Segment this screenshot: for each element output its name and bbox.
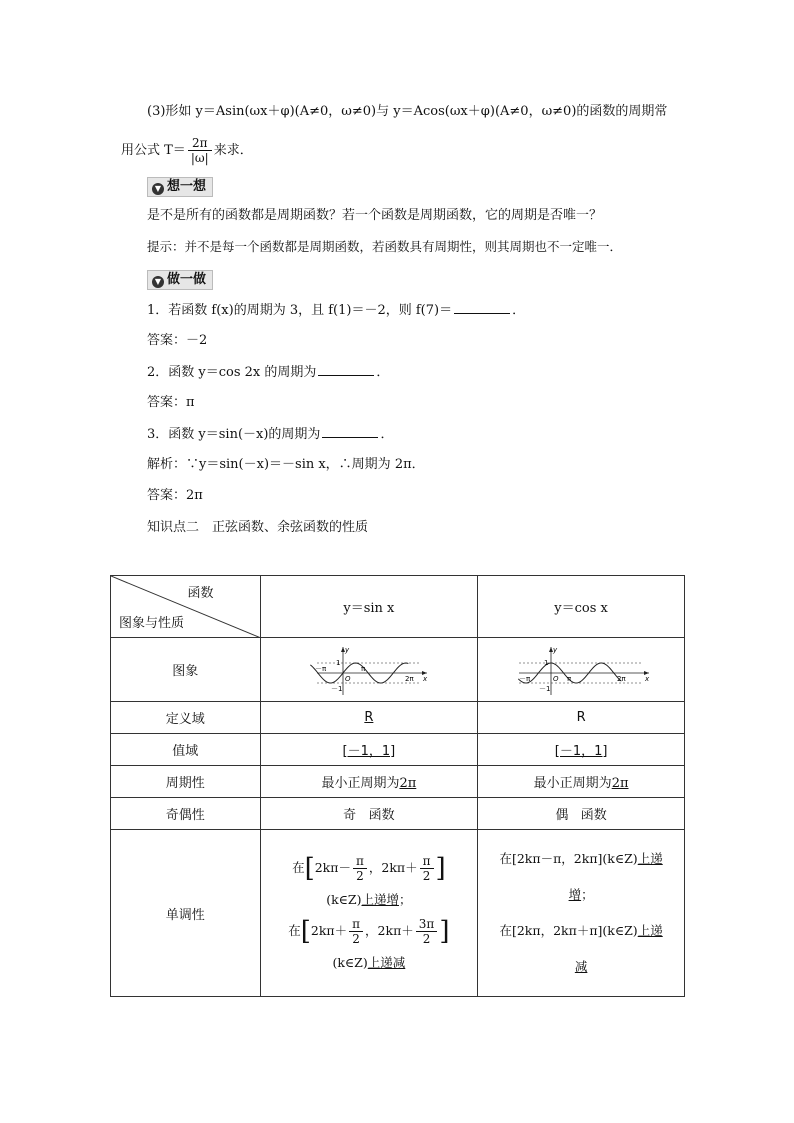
bracket-right: ]	[435, 853, 446, 884]
header-cos: y＝cos x	[478, 576, 685, 638]
cos-inc-2	[478, 877, 684, 913]
cos-one-label: 1	[544, 658, 549, 667]
sin-period-label: 最小正周期为	[321, 776, 400, 791]
q2-answer-blank	[318, 363, 374, 376]
cos-origin-label: O	[553, 674, 559, 683]
bracket-right: ]	[439, 916, 450, 947]
sin-monotonic	[260, 830, 478, 997]
header-diagonal-cell	[111, 576, 261, 638]
cos-domain	[478, 702, 685, 734]
q3-end: ．	[380, 427, 394, 442]
cos-period	[478, 766, 685, 798]
fraction-numerator: 2π	[188, 136, 212, 151]
q1-answer-blank	[454, 301, 510, 314]
row-label-range: 值域	[111, 734, 261, 766]
bracket-left: [	[300, 916, 311, 947]
pi-over-two	[349, 917, 363, 946]
sin-x-label: x	[422, 674, 428, 683]
cos-dec-word-a: 上递	[637, 923, 663, 938]
chevron-down-icon: ▼	[152, 276, 164, 288]
sin-inc-left: 2kπ－	[314, 860, 351, 875]
header-function-label: 函数	[187, 586, 214, 601]
row-label-domain: 定义域	[111, 702, 261, 734]
sin-dec-mid: ，2kπ＋	[365, 923, 414, 938]
pi-over-two	[420, 854, 434, 883]
cos-x-label: x	[645, 674, 650, 683]
cos-period-label: 最小正周期为	[533, 776, 612, 791]
sin-neg-pi-label: －π	[314, 664, 327, 673]
sin-origin-label: O	[344, 674, 351, 683]
frac-num: 3π	[416, 917, 438, 932]
row-label-period: 周期性	[111, 766, 261, 798]
q2-text: 2．函数 y＝cos 2x 的周期为	[147, 365, 317, 380]
header-property-label: 图象与性质	[119, 616, 185, 631]
sin-dec-cond	[261, 954, 478, 972]
sin-range	[260, 734, 478, 766]
cos-neg-one-label: －1	[539, 684, 551, 693]
sin-inc-semi: ；	[399, 892, 412, 907]
period-formula-fraction	[188, 136, 212, 165]
table-row-parity	[111, 798, 685, 830]
sin-inc-mid: ，2kπ＋	[368, 860, 418, 875]
cos-inc-semi: ；	[581, 887, 594, 902]
sin-graph-cell	[260, 638, 478, 702]
q1-end: ．	[512, 303, 526, 318]
cos-dec-word-b: 减	[574, 959, 588, 974]
intro-line-2-text: 用公式 T＝	[121, 143, 186, 158]
cos-inc-word-b: 增	[568, 887, 582, 902]
cos-dec-2	[478, 949, 684, 985]
sin-period-value: 2π	[399, 776, 417, 791]
frac-den: 2	[422, 869, 431, 883]
practice-a2: 答案：π	[147, 395, 195, 410]
cos-period-value: 2π	[611, 776, 629, 791]
cos-range	[478, 734, 685, 766]
practice-q3	[147, 425, 393, 444]
q1-text: 1．若函数 f(x)的周期为 3，且 f(1)＝－2，则 f(7)＝	[147, 303, 453, 318]
sin-range-value: [－1，1]	[342, 744, 396, 759]
sin-dec-left-text: 2kπ＋	[310, 923, 348, 938]
frac-den: 2	[356, 869, 364, 883]
think-tag	[147, 177, 213, 197]
practice-q1	[147, 301, 525, 320]
cos-parity-suffix: 函数	[580, 808, 607, 823]
sin-graph	[309, 643, 429, 697]
cos-pi-label: π	[567, 674, 572, 683]
cos-graph-cell	[478, 638, 685, 702]
q3-answer-blank	[322, 425, 378, 438]
table-row-period	[111, 766, 685, 798]
table-row-graph	[111, 638, 685, 702]
table-header-row	[111, 576, 685, 638]
sin-dec-prefix: 在	[288, 923, 301, 938]
cos-inc	[478, 841, 684, 877]
cos-dec-text: 在[2kπ，2kπ＋π](k∈Z)	[499, 923, 638, 938]
q3-text: 3．函数 y＝sin(－x)的周期为	[147, 427, 321, 442]
cos-parity-word: 偶	[555, 808, 569, 823]
row-label-graph: 图象	[111, 638, 261, 702]
row-label-parity: 奇偶性	[111, 798, 261, 830]
fraction-denominator: |ω|	[190, 151, 209, 165]
cos-dec	[478, 913, 684, 949]
cos-graph	[511, 643, 651, 697]
practice-q2	[147, 363, 389, 382]
sin-dec-word: 上递减	[367, 955, 406, 970]
row-label-monotonic: 单调性	[111, 830, 261, 997]
practice-tag-label: 做一做	[167, 272, 207, 287]
sin-dec-interval	[261, 917, 478, 946]
section-title: 知识点二 正弦函数、余弦函数的性质	[147, 520, 369, 535]
sin-pi-label: π	[360, 664, 366, 673]
practice-a1: 答案：－2	[147, 333, 208, 348]
sin-neg-one-label: －1	[330, 684, 343, 693]
chevron-down-icon: ▼	[152, 183, 164, 195]
sin-period	[260, 766, 478, 798]
cos-parity	[478, 798, 685, 830]
bracket-left: [	[304, 853, 315, 884]
sin-one-label: 1	[335, 658, 341, 667]
q2-end: ．	[376, 365, 390, 380]
properties-table	[110, 575, 685, 997]
sin-domain-value: R	[364, 710, 374, 725]
think-tag-label: 想一想	[167, 179, 207, 194]
frac-num: π	[349, 917, 363, 932]
three-pi-over-two	[416, 917, 438, 946]
frac-num: π	[420, 854, 434, 869]
cos-monotonic	[478, 830, 685, 997]
sin-parity	[260, 798, 478, 830]
sin-dec-k: (k∈Z)	[332, 955, 368, 970]
sin-inc-prefix: 在	[292, 860, 305, 875]
cos-range-value: [－1，1]	[554, 744, 608, 759]
practice-tag	[147, 270, 213, 290]
sin-inc-interval	[261, 854, 478, 883]
cos-domain-value: R	[576, 710, 586, 725]
sin-inc-word: 上递增	[361, 892, 399, 907]
cos-neg-pi-label: －π	[519, 674, 531, 683]
pi-over-two	[353, 854, 367, 883]
header-sin: y＝sin x	[260, 576, 478, 638]
practice-a3: 答案：2π	[147, 488, 203, 503]
intro-line-2	[121, 136, 253, 165]
table-row-domain	[111, 702, 685, 734]
think-question: 是不是所有的函数都是周期函数？若一个函数是周期函数，它的周期是否唯一？	[147, 208, 603, 223]
cos-inc-text: 在[2kπ－π，2kπ](k∈Z)	[499, 851, 638, 866]
frac-den: 2	[422, 932, 431, 946]
cos-inc-word-a: 上递	[637, 851, 663, 866]
table-row-monotonic	[111, 830, 685, 997]
table-row-range	[111, 734, 685, 766]
sin-parity-word: 奇	[343, 808, 357, 823]
cos-y-label: y	[553, 645, 558, 654]
sin-domain	[260, 702, 478, 734]
frac-num: π	[353, 854, 367, 869]
think-hint: 提示：并不是每一个函数都是周期函数，若函数具有周期性，则其周期也不一定唯一．	[147, 239, 623, 254]
practice-analysis3: 解析：∵y＝sin(－x)＝－sin x，∴周期为 2π．	[147, 457, 425, 472]
sin-two-pi-label: 2π	[404, 674, 414, 683]
sin-parity-suffix: 函数	[368, 808, 395, 823]
sin-y-label: y	[344, 645, 350, 654]
sin-inc-k: (k∈Z)	[326, 892, 362, 907]
cos-two-pi-label: 2π	[617, 674, 626, 683]
sin-inc-cond	[261, 891, 478, 909]
intro-line-1: (3)形如 y＝Asin(ωx＋φ)(A≠0，ω≠0)与 y＝Acos(ωx＋φ)(A≠0，ω≠0)的函数的周期常	[147, 104, 668, 119]
frac-den: 2	[352, 932, 360, 946]
intro-line-2-end: 来求．	[213, 143, 253, 158]
